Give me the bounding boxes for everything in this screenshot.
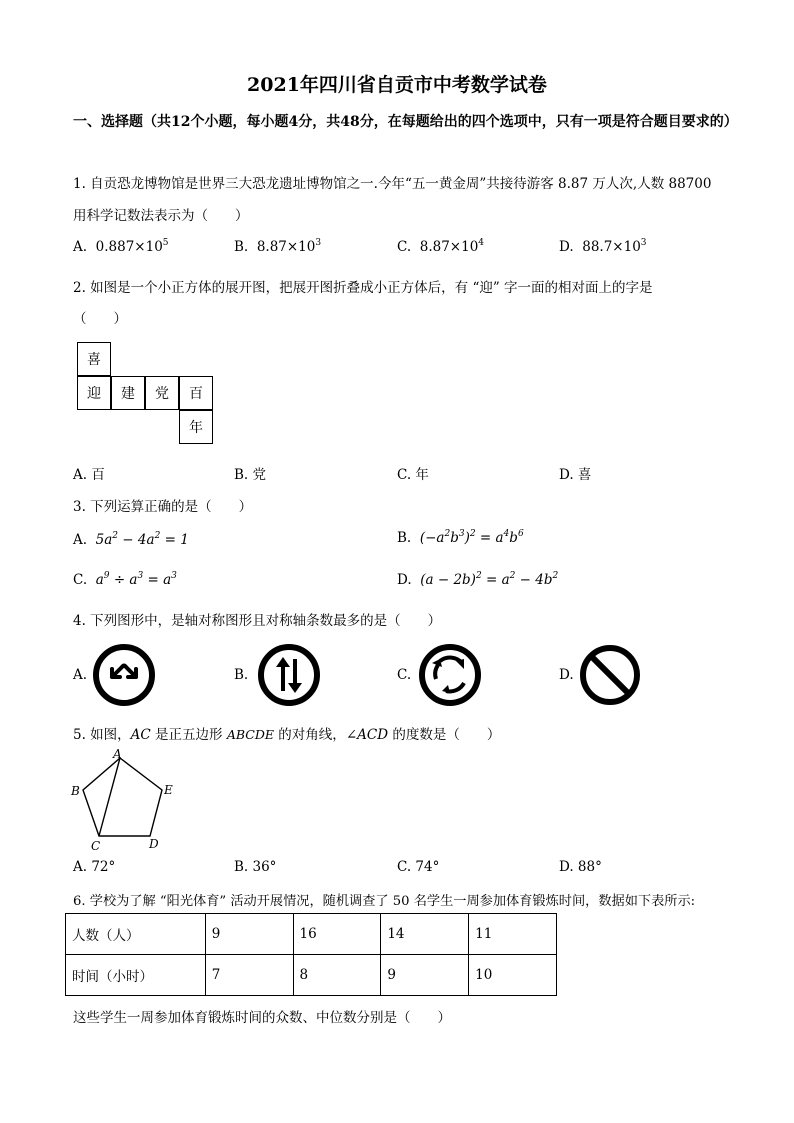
table-cell: 11 (469, 914, 557, 955)
net-cell: 迎 (77, 376, 111, 410)
vertex-label: A (113, 748, 122, 761)
table-cell: 9 (381, 955, 469, 996)
roundabout-sign-icon (418, 643, 482, 707)
q4-option-a-label: A. (73, 667, 88, 683)
q4-option-d-label: D. (559, 667, 574, 683)
q3-option-b: B. $(-a^2b^3)^2 = a^4b^6$ (397, 529, 524, 546)
table-cell: 时间（小时） (66, 955, 206, 996)
q3-option-a: A. $5a^2 - 4a^2 = 1$ (73, 531, 189, 548)
q5-option-b: B. 36° (234, 859, 277, 875)
vertex-label: C (91, 839, 101, 853)
q5-option-c: C. 74° (397, 859, 440, 875)
prohibition-sign-icon (578, 643, 642, 707)
exercise-time-table (65, 913, 557, 996)
table-cell: 8 (293, 955, 381, 996)
q2-option-c: C. 年 (397, 467, 429, 483)
q2-option-b: B. 党 (234, 467, 267, 483)
diverging-arrows-sign-icon (92, 643, 156, 707)
vertex-label: D (149, 837, 159, 851)
two-way-traffic-sign-icon (257, 643, 321, 707)
net-cell: 喜 (77, 342, 111, 376)
q5-option-d: D. 88° (559, 859, 602, 875)
page-title: 2021年四川省自贡市中考数学试卷 (247, 74, 547, 96)
q4-stem: 4. 下列图形中，是轴对称图形且对称轴条数最多的是（ ） (73, 613, 442, 629)
vertex-label: B (71, 784, 80, 798)
q1-option-d: D. $88.7\times 10^3$ (559, 238, 647, 255)
q5-stem: 5. 如图，AC 是正五边形 ABCDE 的对角线，∠ACD 的度数是（ ） (73, 727, 501, 743)
q3-stem: 3. 下列运算正确的是（ ） (73, 499, 253, 515)
table-row (66, 955, 557, 996)
q2-option-d: D. 喜 (559, 467, 592, 483)
q2-stem-line1: 2. 如图是一个小正方体的展开图，把展开图折叠成小正方体后，有 “迎” 字一面的相对面上的字是 (73, 280, 653, 296)
q4-option-b-label: B. (234, 667, 249, 683)
vertex-label: E (164, 783, 173, 797)
table-row (66, 914, 557, 955)
q2-stem-line2: （ ） (73, 311, 127, 327)
net-cell: 年 (179, 410, 213, 444)
q1-stem-line2: 用科学记数法表示为（ ） (73, 208, 249, 224)
q6-after-text: 这些学生一周参加体育锻炼时间的众数、中位数分别是（ ） (73, 1010, 451, 1026)
pentagon-figure (66, 748, 186, 854)
table-cell: 14 (381, 914, 469, 955)
section-heading: 一、选择题（共12个小题，每小题4分，共48分，在每题给出的四个选项中，只有一项是符合题目要求的） (73, 114, 738, 130)
q1-stem-line1: 1. 自贡恐龙博物馆是世界三大恐龙遗址博物馆之一.今年“五一黄金周”共接待游客 8.87 万人次,人数 88700 (73, 176, 712, 192)
table-cell: 10 (469, 955, 557, 996)
table-cell: 16 (293, 914, 381, 955)
table-cell: 人数（人） (66, 914, 206, 955)
q3-option-d: D. $(a - 2b)^2 = a^2 - 4b^2$ (397, 571, 559, 588)
q2-option-a: A. 百 (73, 467, 105, 483)
q4-option-c-label: C. (397, 667, 412, 683)
net-cell: 党 (145, 376, 179, 410)
q1-option-b: B. $8.87\times 10^3$ (234, 238, 322, 255)
net-cell: 建 (111, 376, 145, 410)
q6-stem: 6. 学校为了解 “阳光体育” 活动开展情况，随机调查了 50 名学生一周参加体育锻炼时间，数据如下表所示: (73, 894, 696, 909)
q1-option-c: C. $8.87\times 10^4$ (397, 238, 485, 255)
q5-option-a: A. 72° (73, 859, 116, 875)
net-cell: 百 (179, 376, 213, 410)
q3-option-c: C. $a^9 \div a^3 = a^3$ (73, 571, 177, 588)
table-cell: 9 (205, 914, 293, 955)
q1-option-a: A. $0.887\times 10^5$ (73, 238, 169, 255)
table-cell: 7 (205, 955, 293, 996)
